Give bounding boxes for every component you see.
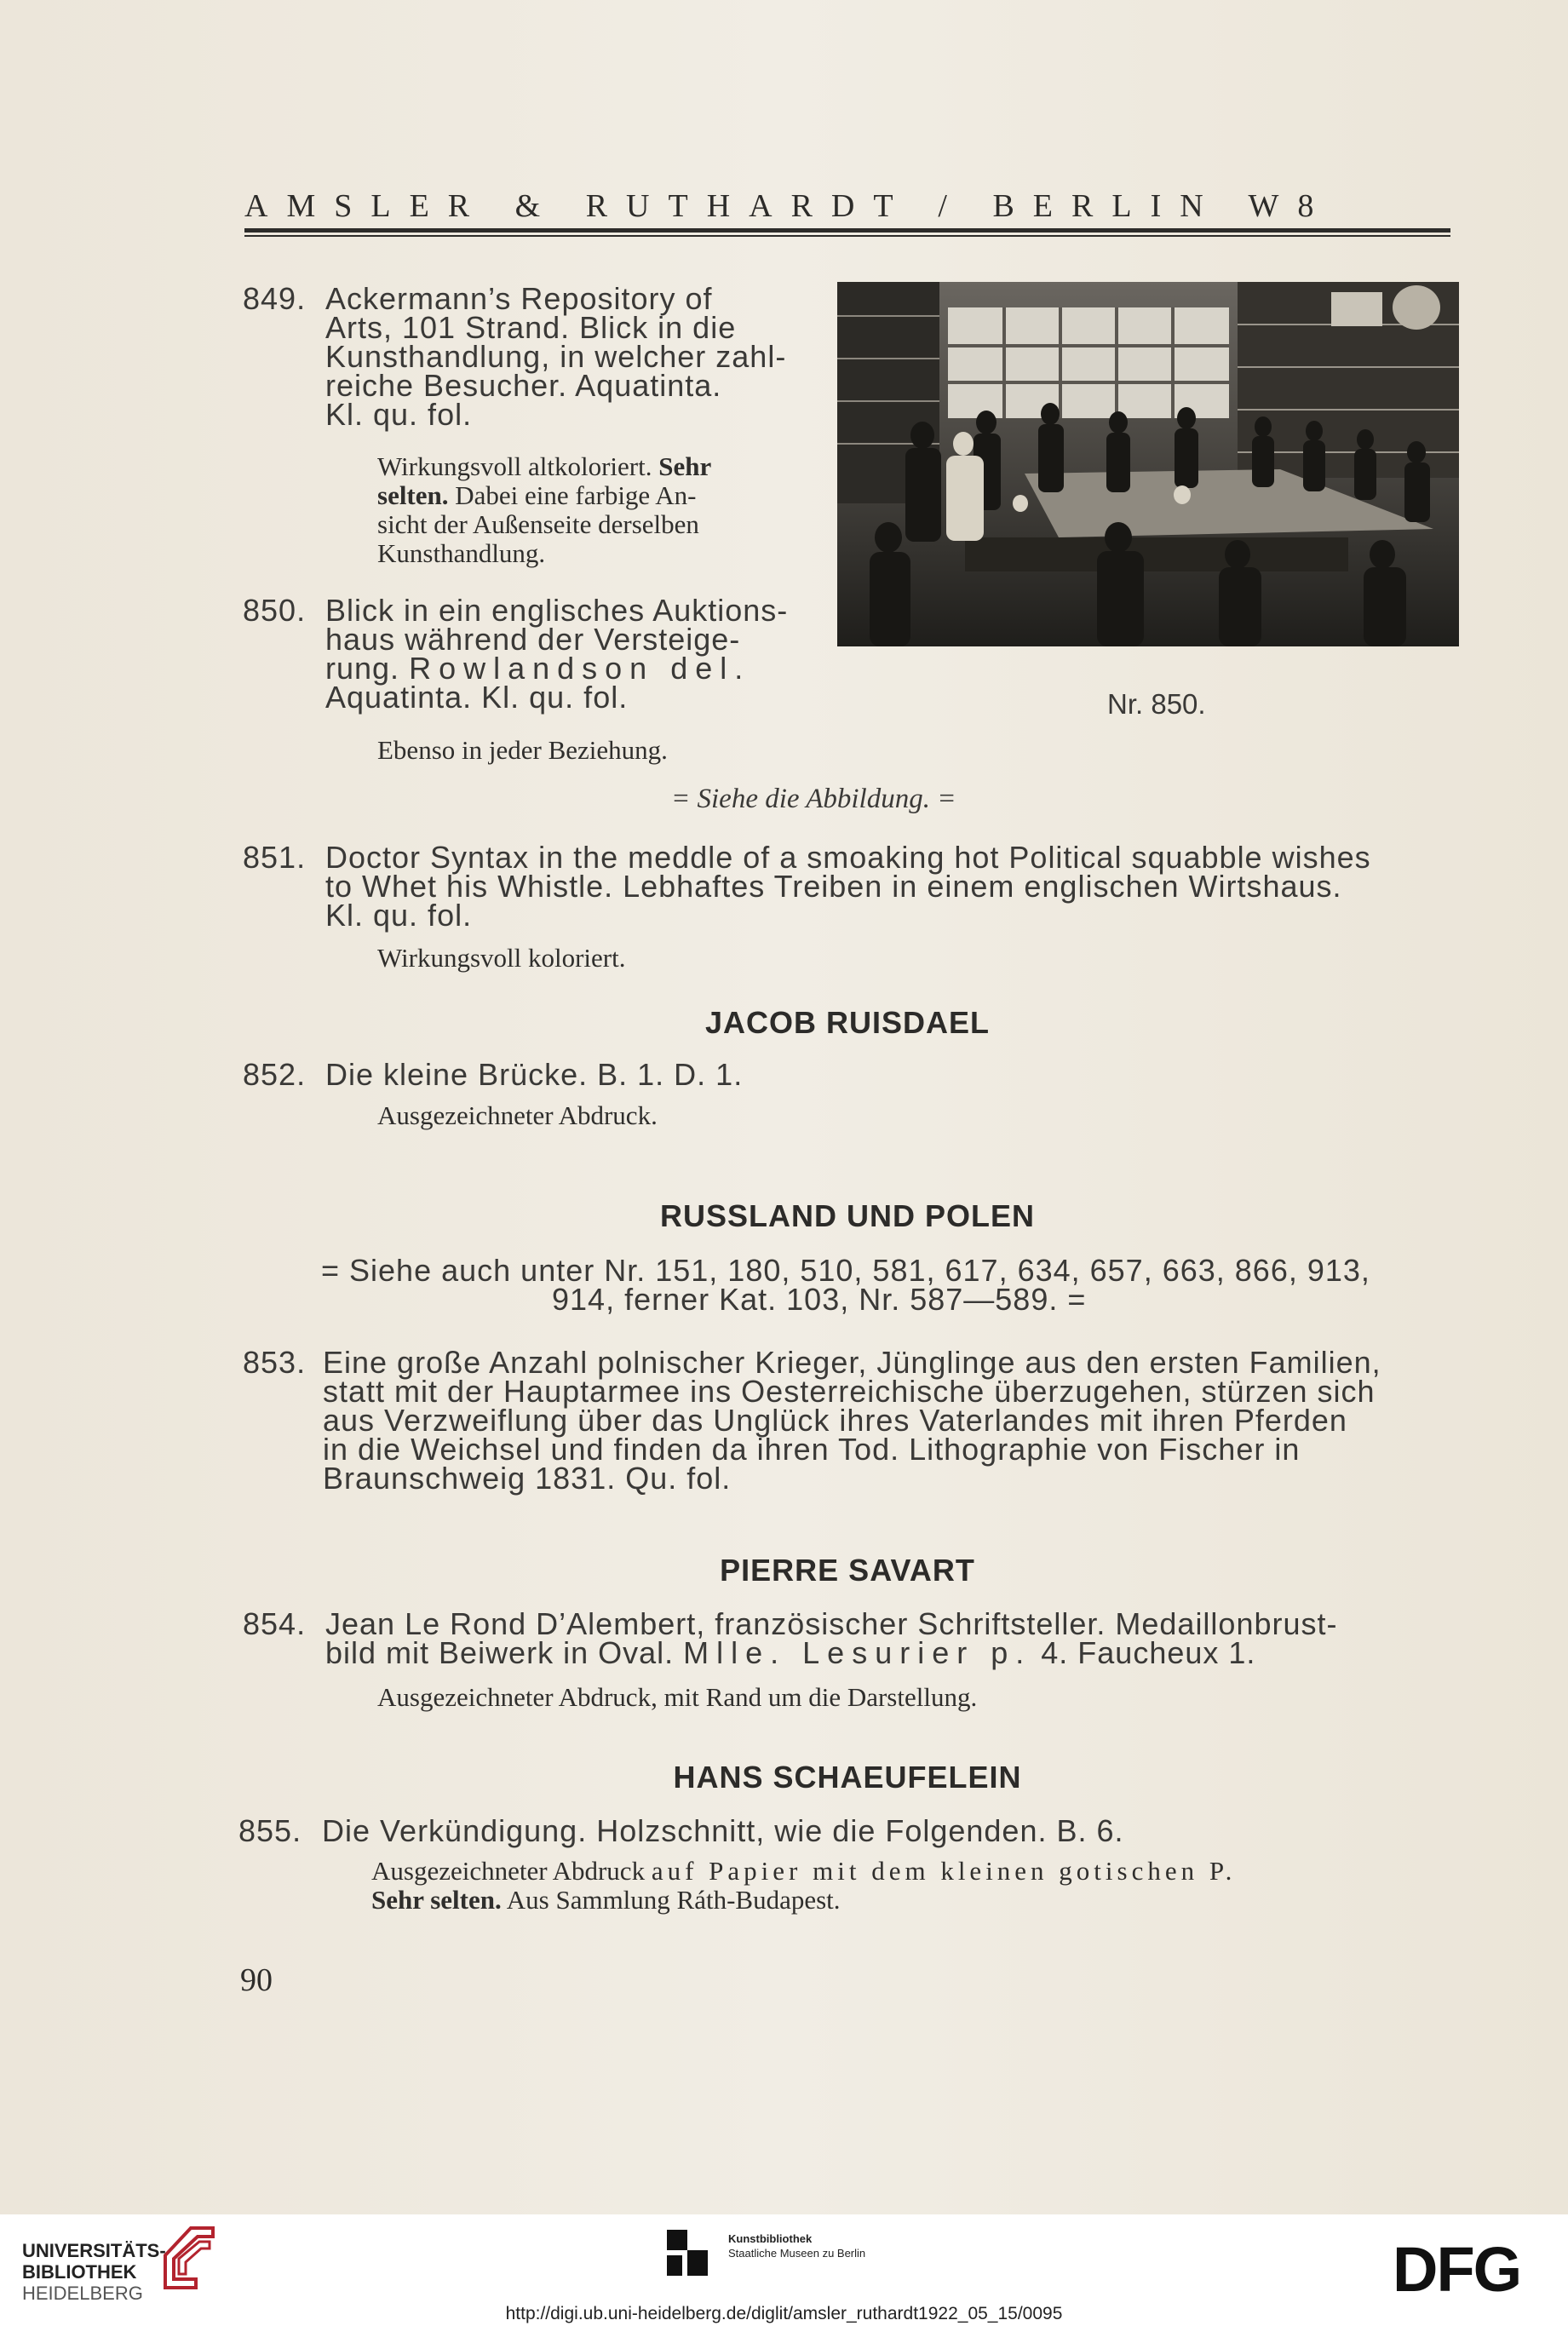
kunstbibliothek-logo-icon	[667, 2230, 714, 2279]
entry-850-number: 850.	[243, 593, 307, 628]
entry-850-artist: Rowlandson del.	[409, 651, 751, 686]
entry-851-note: Wirkungsvoll koloriert.	[377, 943, 626, 973]
dfg-logo: DFG	[1393, 2234, 1521, 2305]
entry-854-note: Ausgezeichneter Abdruck, mit Rand um die Darstellung.	[377, 1682, 978, 1712]
entry-849-note-2	[377, 481, 696, 510]
entry-854-line-2-b: 4. Faucheux 1.	[1041, 1635, 1256, 1670]
entry-852-number: 852.	[243, 1057, 307, 1092]
entry-851-line-3: Kl. qu. fol.	[325, 898, 473, 933]
kb-line-1: Kunstbibliothek	[728, 2232, 813, 2245]
entry-853-line-4: in die Weichsel und finden da ihren Tod. Lithographie von Fischer in	[323, 1432, 1301, 1467]
entry-852-note: Ausgezeichneter Abdruck.	[377, 1100, 658, 1130]
entry-849-line-4: reiche Besucher. Aquatinta.	[325, 368, 722, 403]
entry-853-line-2: statt mit der Hauptarmee ins Oesterreichische überzugehen, stürzen sich	[323, 1374, 1376, 1409]
ub-line-2: BIBLIOTHEK	[22, 2261, 137, 2283]
entry-851-line-1: Doctor Syntax in the meddle of a smoaking hot Political squabble wishes	[325, 840, 1371, 875]
entry-851-line-2: to Whet his Whistle. Lebhaftes Treiben in einem englischen Wirtshaus.	[325, 869, 1342, 904]
entry-853-line-5: Braunschweig 1831. Qu. fol.	[323, 1461, 732, 1496]
ub-line-3: HEIDELBERG	[22, 2283, 143, 2304]
entry-849-line-1: Ackermann’s Repository of	[325, 281, 713, 316]
ub-line-1: UNIVERSITÄTS-	[22, 2240, 166, 2261]
entry-855-note-1-a: Ausgezeichneter Abdruck	[371, 1856, 646, 1886]
entry-849-note-3: sicht der Außenseite derselben	[377, 509, 699, 539]
entry-855-note-2	[371, 1886, 841, 1915]
ub-heidelberg-logo	[22, 2240, 166, 2304]
entry-849-line-2: Arts, 101 Strand. Blick in die	[325, 310, 737, 345]
entry-855-number: 855.	[238, 1813, 302, 1848]
entry-849-note-2-bold: selten.	[377, 480, 449, 510]
entry-854-artist: Mlle. Lesurier p.	[683, 1635, 1032, 1670]
entry-849-number: 849.	[243, 281, 307, 316]
entry-855-note-1-spaced: auf Papier mit dem kleinen gotischen P.	[651, 1856, 1237, 1886]
entry-849-note-1	[377, 452, 711, 481]
russland-crossref-line-1: = Siehe auch unter Nr. 151, 180, 510, 581, 617, 634, 657, 663, 866, 913,	[321, 1253, 1370, 1288]
entry-850-line-3-a: rung.	[325, 651, 400, 686]
entry-849-note-1-bold: Sehr	[658, 451, 712, 481]
section-heading-russland: RUSSLAND UND POLEN	[659, 1198, 1035, 1233]
header-rule-thin	[244, 235, 1450, 237]
entry-855-line: Die Verkündigung. Holzschnitt, wie die Folgenden. B. 6.	[322, 1813, 1124, 1848]
entry-850-note: Ebenso in jeder Beziehung.	[377, 735, 668, 765]
entry-853-line-3: aus Verzweiflung über das Unglück ihres Vaterlandes mit ihren Pferden	[323, 1403, 1347, 1438]
entry-851-number: 851.	[243, 840, 307, 875]
kunstbibliothek-label	[728, 2231, 865, 2260]
header-rule-thick	[244, 228, 1450, 233]
section-heading-schaeufelein: HANS SCHAEUFELEIN	[673, 1760, 1022, 1795]
ub-bracket-icon	[157, 2225, 216, 2291]
entry-849-note-1-text: Wirkungsvoll altkoloriert.	[377, 451, 652, 481]
entry-854-number: 854.	[243, 1606, 307, 1641]
entry-849-line-5: Kl. qu. fol.	[325, 397, 473, 432]
entry-852-line: Die kleine Brücke. B. 1. D. 1.	[325, 1057, 744, 1092]
entry-850-see-illustration: = Siehe die Abbildung. =	[671, 784, 956, 814]
entry-854-line-2-a: bild mit Beiwerk in Oval.	[325, 1635, 675, 1670]
entry-855-note-2-bold: Sehr selten.	[371, 1885, 502, 1915]
entry-855-note-2-text: Aus Sammlung Ráth-Budapest.	[506, 1885, 841, 1915]
figure-caption: Nr. 850.	[1107, 688, 1206, 720]
entry-853-line-1: Eine große Anzahl polnischer Krieger, Jünglinge aus den ersten Familien,	[323, 1345, 1381, 1380]
section-heading-savart: PIERRE SAVART	[720, 1553, 975, 1588]
section-heading-ruisdael: JACOB RUISDAEL	[704, 1005, 991, 1040]
entry-850-line-1: Blick in ein englisches Auktions-	[325, 593, 789, 628]
entry-850-line-4: Aquatinta. Kl. qu. fol.	[325, 680, 629, 715]
entry-855-note-1	[371, 1857, 1236, 1886]
entry-849-line-3: Kunsthandlung, in welcher zahl-	[325, 339, 787, 374]
header-title: AMSLER & RUTHARDT / BERLIN W8	[244, 188, 1333, 224]
page-number: 90	[240, 1962, 273, 1998]
entry-849-note-4: Kunsthandlung.	[377, 538, 546, 568]
running-header	[244, 187, 1450, 237]
auction-engraving	[837, 282, 1459, 646]
kb-line-2: Staatliche Museen zu Berlin	[728, 2247, 866, 2260]
auction-house-illustration	[837, 282, 1459, 646]
entry-854-line-2	[325, 1636, 1255, 1670]
russland-crossref-line-2: 914, ferner Kat. 103, Nr. 587—589. =	[552, 1282, 1087, 1317]
entry-853-number: 853.	[243, 1345, 307, 1380]
entry-850-line-2: haus während der Versteige-	[325, 622, 741, 657]
source-url[interactable]: http://digi.ub.uni-heidelberg.de/diglit/amsler_ruthardt1922_05_15/0095	[505, 2304, 1063, 2323]
entry-849-note-2-text: Dabei eine farbige An-	[455, 480, 697, 510]
entry-854-line-1: Jean Le Rond D’Alembert, französischer Schriftsteller. Medaillonbrust-	[325, 1606, 1338, 1641]
